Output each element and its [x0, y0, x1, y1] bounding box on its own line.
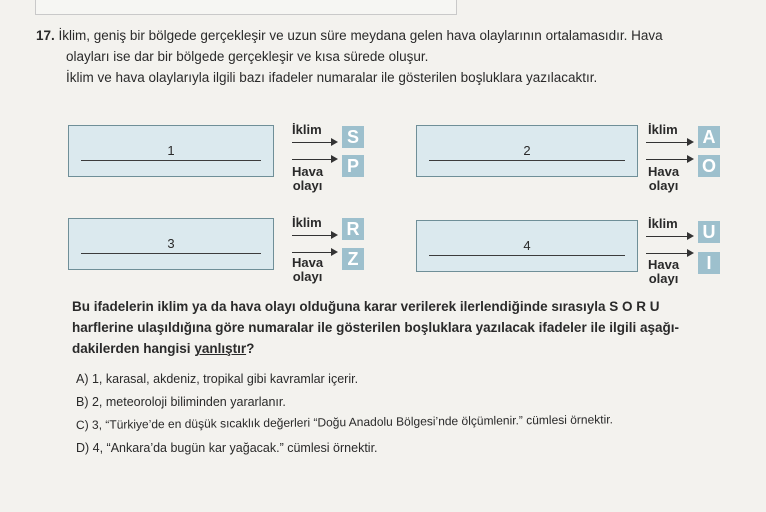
answer-box-4: [416, 220, 638, 272]
letter-tile-A: A: [698, 126, 720, 148]
letter-tile-R: R: [342, 218, 364, 240]
arrow-iklim-1: [292, 142, 336, 143]
iklim-label-3: İklim: [292, 215, 322, 230]
answer-box-2: [416, 125, 638, 177]
answer-box-1: [68, 125, 274, 177]
letter-tile-P: P: [342, 155, 364, 177]
question-line-2: olayları ise dar bir bölgede gerçekleşir ve kısa sürede oluşur.: [66, 49, 429, 64]
option-d[interactable]: D) 4, “Ankara’da bugün kar yağacak.” cümlesi örnektir.: [76, 441, 378, 455]
letter-tile-I: I: [698, 252, 720, 274]
arrow-hava-2: [646, 159, 692, 160]
question-line-1: 17. İklim, geniş bir bölgede gerçekleşir ve uzun süre meydana gelen hava olaylarının ortalamasıdır. Hava: [36, 28, 663, 43]
hava-label-2: Hava olayı: [648, 164, 680, 193]
question-line-3: İklim ve hava olaylarıyla ilgili bazı ifadeler numaralar ile gösterilen boşluklara yazılacaktır.: [66, 70, 598, 85]
hava-label-1: Hava olayı: [292, 164, 324, 193]
box-number-4: 4: [523, 238, 531, 253]
answer-line-2: [429, 160, 625, 161]
hava-label-4: Hava olayı: [648, 257, 680, 286]
arrow-hava-1: [292, 159, 336, 160]
answer-line-3: [81, 253, 261, 254]
question-number: 17.: [36, 28, 55, 43]
answer-line-4: [429, 255, 625, 256]
iklim-label-4: İklim: [648, 216, 678, 231]
iklim-label-2: İklim: [648, 122, 678, 137]
instruction-line-3: dakilerden hangisi yanlıştır?: [72, 341, 255, 356]
option-c[interactable]: C) 3, “Türkiye’de en düşük sıcaklık değerleri “Doğu Anadolu Bölgesi’nde ölçümlenir.” cümlesi örnektir.: [75, 412, 613, 432]
letter-tile-U: U: [698, 221, 720, 243]
letter-tile-S: S: [342, 126, 364, 148]
box-number-1: 1: [167, 143, 175, 158]
instruction-line-2: harflerine ulaşıldığına göre numaralar ile gösterilen boşluklara yazılacak ifadeler ile ilgili aşağı-: [72, 320, 679, 335]
arrow-iklim-2: [646, 142, 692, 143]
answer-options: [76, 368, 766, 460]
question-stem: [36, 25, 736, 88]
iklim-label-1: İklim: [292, 122, 322, 137]
arrow-hava-3: [292, 252, 336, 253]
hava-label-3: Hava olayı: [292, 255, 324, 284]
arrow-iklim-3: [292, 235, 336, 236]
top-frame: [35, 0, 457, 15]
box-number-2: 2: [523, 143, 531, 158]
box-number-3: 3: [167, 236, 175, 251]
instruction-text: [72, 296, 752, 359]
letter-tile-Z: Z: [342, 248, 364, 270]
arrow-hava-4: [646, 253, 692, 254]
arrow-iklim-4: [646, 236, 692, 237]
option-a[interactable]: A) 1, karasal, akdeniz, tropikal gibi kavramlar içerir.: [76, 372, 359, 386]
option-b[interactable]: B) 2, meteoroloji biliminden yararlanır.: [76, 395, 286, 409]
emphasis-yanlistir: yanlıştır: [194, 341, 247, 356]
instruction-line-1: Bu ifadelerin iklim ya da hava olayı olduğuna karar verilerek ilerlendiğinde sırasıyla S O R U: [72, 299, 660, 314]
letter-tile-O: O: [698, 155, 720, 177]
answer-line-1: [81, 160, 261, 161]
answer-box-3: [68, 218, 274, 270]
